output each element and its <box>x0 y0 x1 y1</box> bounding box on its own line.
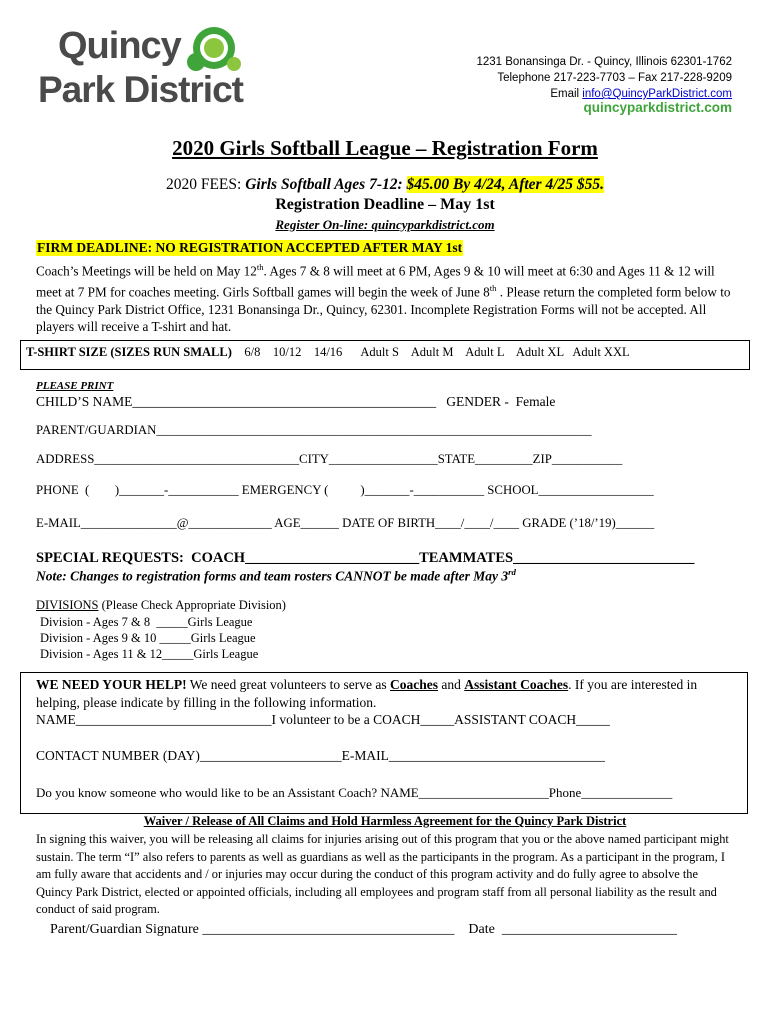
email-field[interactable]: E-MAIL_______________@_____________ AGE______ DATE OF BIRTH____/____/____ GRADE (’18/’19)______ <box>36 516 655 530</box>
roster-note: Note: Changes to registration forms and team rosters CANNOT be made after May 3rd <box>36 567 516 584</box>
assistant-coaches-label: Assistant Coaches <box>464 677 569 692</box>
quincy-park-district-logo <box>38 24 253 120</box>
contact-block <box>476 54 732 102</box>
division-ages-7-8[interactable]: Division - Ages 7 & 8 _____Girls League <box>40 615 253 629</box>
divisions-heading: DIVISIONS (Please Check Appropriate Division) <box>36 598 286 612</box>
fees-line <box>0 176 770 194</box>
email-label: Email <box>550 88 580 100</box>
special-requests-field[interactable]: SPECIAL REQUESTS: COACH________________________TEAMMATES_________________________ <box>36 550 695 566</box>
waiver-title: Waiver / Release of All Claims and Hold Harmless Agreement for the Quincy Park District <box>143 814 627 828</box>
logo-line2: Park District <box>38 69 243 110</box>
email-link[interactable]: info@QuincyParkDistrict.com <box>582 88 732 100</box>
register-online-link[interactable]: Register On-line: quincyparkdistrict.com <box>275 217 495 232</box>
phone-fax: Telephone 217-223-7703 – Fax 217-228-9209 <box>497 72 732 84</box>
website-link[interactable]: quincyparkdistrict.com <box>583 100 732 115</box>
tshirt-sizes[interactable]: 6/8 10/12 14/16 Adult S Adult M Adult L Adult XL Adult XXL <box>244 345 630 359</box>
tshirt-size-row <box>26 345 630 360</box>
division-ages-11-12[interactable]: Division - Ages 11 & 12_____Girls League <box>40 647 259 661</box>
tshirt-label: T-SHIRT SIZE (SIZES RUN SMALL) <box>26 345 232 359</box>
division-ages-9-10[interactable]: Division - Ages 9 & 10 _____Girls League <box>40 631 256 645</box>
coaches-label: Coaches <box>389 677 438 692</box>
fees-prefix: 2020 FEES: <box>165 176 246 193</box>
volunteer-intro: WE NEED YOUR HELP! We need great volunteers to serve as Coaches and Assistant Coaches. If you are interested in helping, please indicate by filling in the following information. <box>36 677 698 710</box>
page-title: 2020 Girls Softball League – Registration Form <box>172 136 598 160</box>
logo-line1: Quincy <box>58 25 181 67</box>
firm-deadline-banner: FIRM DEADLINE: NO REGISTRATION ACCEPTED AFTER MAY 1st <box>37 240 463 255</box>
info-paragraph: Coach’s Meetings will be held on May 12th. Ages 7 & 8 will meet at 6 PM, Ages 9 & 10 will meet at 6:30 and Ages 11 & 12 will meet at 7 PM for coaches meeting. Girls Softball games will begin the week of June 8th . Please return the completed form below to the Quincy Park District Office, 1231 Bonansinga Dr., Quincy, 62301. Incomplete Registration Forms will not be accepted. All players will receive a T-shirt and hat. <box>36 262 731 335</box>
please-print-label: PLEASE PRINT <box>36 380 114 392</box>
contact-number-field[interactable]: CONTACT NUMBER (DAY)_____________________E-MAIL________________________________ <box>36 748 605 763</box>
child-name-field[interactable]: CHILD’S NAME_____________________________________________ GENDER - Female <box>36 394 556 409</box>
parent-guardian-field[interactable]: PARENT/GUARDIAN____________________________________________________________________ <box>36 423 592 437</box>
phone-field[interactable]: PHONE ( )_______-___________ EMERGENCY ( )_______-___________ SCHOOL__________________ <box>36 483 654 497</box>
registration-deadline: Registration Deadline – May 1st <box>275 196 495 213</box>
waiver-text: In signing this waiver, you will be releasing all claims for injuries arising out of this program that you or the above named participant might sustain. The term “I” also refers to parents as well as guardians as well as the participants in the program. As a participant in the program, I am fully aware that accidents and / or injuries may occur during the conduct of this program activity and do fully agree to absolve the Quincy Park District, elected or appointed officials, including all employees and program staff from all personal liability as the result and conduct of said program. <box>36 832 729 917</box>
assistant-coach-referral-field[interactable]: Do you know someone who would like to be an Assistant Coach? NAME____________________Phone______________ <box>36 785 673 800</box>
volunteer-name-field[interactable]: NAME_____________________________I volunteer to be a COACH_____ASSISTANT COACH_____ <box>36 712 610 727</box>
address: 1231 Bonansinga Dr. - Quincy, Illinois 62301-1762 <box>476 56 732 68</box>
help-heading: WE NEED YOUR HELP! <box>36 677 187 692</box>
signature-date-field[interactable]: Parent/Guardian Signature ____________________________________ Date _________________________ <box>50 922 677 937</box>
address-field[interactable]: ADDRESS________________________________CITY_________________STATE_________ZIP___________ <box>36 452 623 466</box>
fees-label: Girls Softball Ages 7-12: <box>245 176 407 193</box>
fees-amount: $45.00 By 4/24, After 4/25 $55. <box>406 176 605 193</box>
